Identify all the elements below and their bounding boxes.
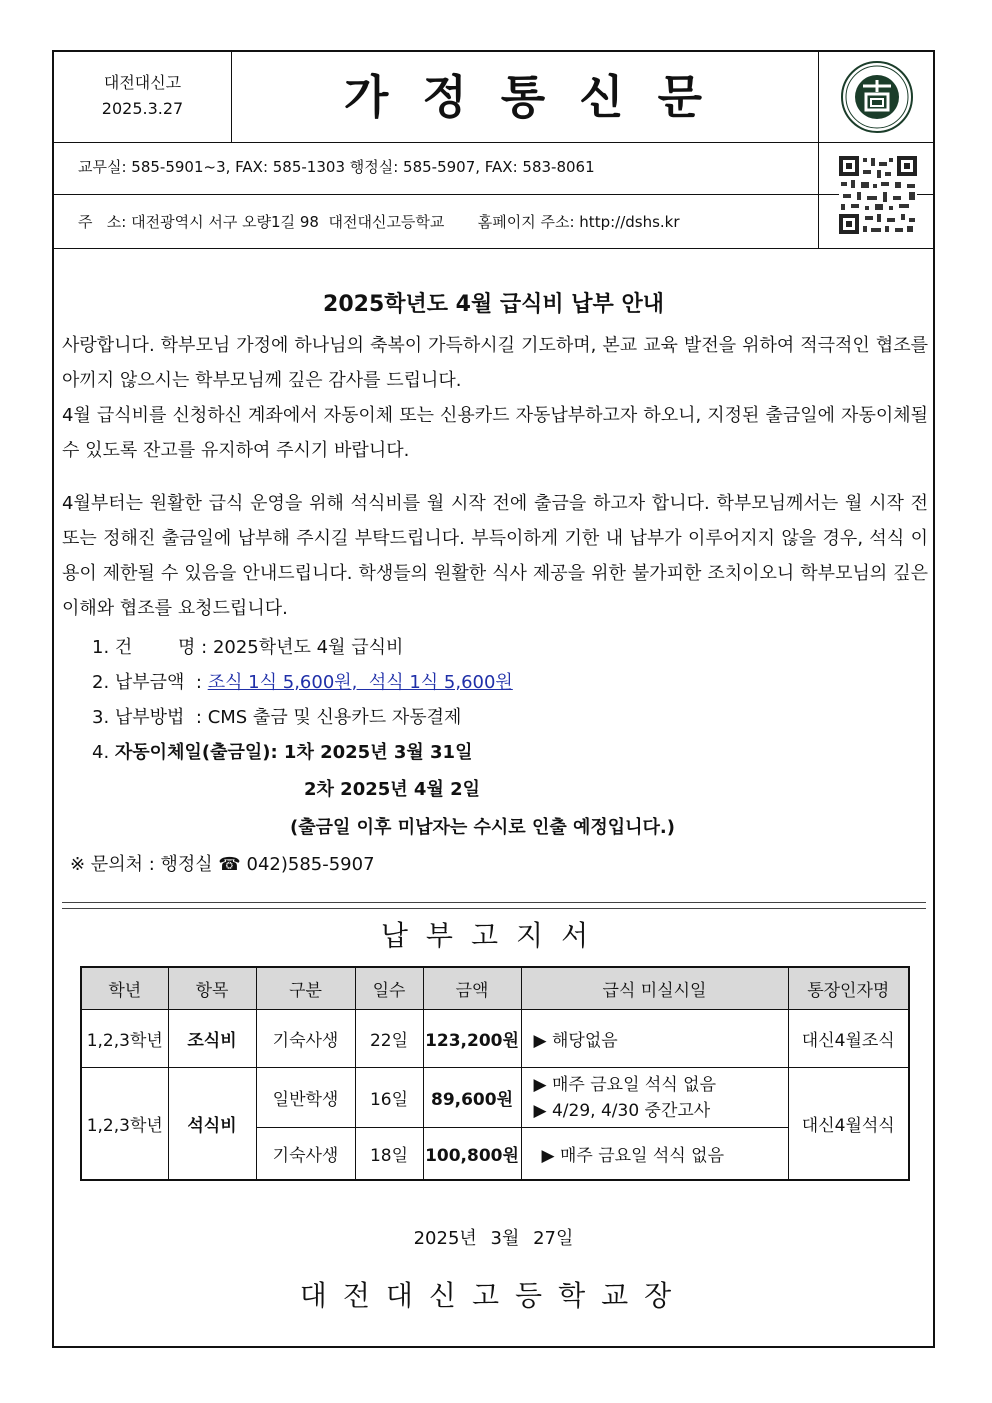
cell-type: 기숙사생 [256, 1010, 355, 1068]
off-day-line: ▶ 매주 금요일 석식 없음 [533, 1074, 716, 1095]
header-item: 항목 [168, 967, 256, 1010]
contact-line: 교무실: 585-5901~3, FAX: 585-1303 행정실: 585-5907, FAX: 583-8061 [78, 158, 595, 176]
principal-signature: 대전대신고등학교장 [299, 1279, 688, 1312]
qr-code [818, 142, 936, 248]
page-title: 가정통신문 [343, 70, 737, 124]
cell-account-name: 대신4월석식 [788, 1068, 909, 1180]
item-withdraw-date [92, 735, 472, 770]
footer-date: 2025년 3월 27일 [413, 1228, 574, 1249]
cell-off-days: ▶ 매주 금요일 석식 없음 [521, 1128, 788, 1180]
table-row [81, 1068, 909, 1128]
header-days: 일수 [355, 967, 423, 1010]
cell-off-days [521, 1068, 788, 1128]
cell-grade: 1,2,3학년 [81, 1010, 168, 1068]
item-amount [92, 665, 513, 700]
header-off-days: 급식 미실시일 [521, 967, 788, 1010]
item-method-value: CMS 출금 및 신용카드 자동결제 [207, 707, 462, 728]
cell-grade: 1,2,3학년 [81, 1068, 168, 1180]
inquiry-line: ※ 문의처 : 행정실 ☎ 042)585-5907 [70, 854, 375, 875]
cell-type: 기숙사생 [256, 1128, 355, 1180]
cell-days: 18일 [355, 1128, 423, 1180]
cell-amount: 89,600원 [423, 1068, 521, 1128]
cell-amount: 100,800원 [423, 1128, 521, 1180]
item-amount-label: 2. 납부금액 : [92, 672, 208, 693]
off-day-line: ▶ 4/29, 4/30 중간고사 [533, 1100, 711, 1121]
header-type: 구분 [256, 967, 355, 1010]
address-row [54, 194, 933, 249]
header-info [54, 52, 232, 142]
header-grade: 학년 [81, 967, 168, 1010]
double-divider [62, 902, 926, 909]
item-withdraw-note: (출금일 이후 미납자는 수시로 인출 예정입니다.) [290, 817, 675, 838]
cell-item: 조식비 [168, 1010, 256, 1068]
school-logo [818, 52, 936, 142]
header-amount: 금액 [423, 967, 521, 1010]
paragraph-dinner: 4월부터는 원활한 급식 운영을 위해 석식비를 월 시작 전에 출금을 하고자 합니다. 학부모님께서는 월 시작 전 또는 정해진 출금일에 납부해 주시길 부탁드립니다. 부득이하게 기한 내 납부가 이루어지지 않을 경우, 석식 이용이 제한될 수 있음을 안내드립니다. 학생들의 원활한 식사 제공을 위한 불가피한 조치이오니 학부모님의 깊은 이해와 협조를 요청드립니다. [62, 493, 928, 619]
item-withdraw-first: 자동이체일(출금일): 1차 2025년 3월 31일 [114, 742, 473, 763]
bill-table [80, 966, 910, 1181]
bill-title: 납부고지서 [380, 919, 607, 952]
item-name-label: 1. 건 명 : [92, 637, 213, 658]
cell-days: 16일 [355, 1068, 423, 1128]
item-amount-value: 조식 1식 5,600원, 석식 1식 5,600원 [207, 672, 513, 693]
item-name-value: 2025학년도 4월 급식비 [212, 637, 404, 658]
cell-off-days: ▶ 해당없음 [521, 1010, 788, 1068]
item-withdraw-second: 2차 2025년 4월 2일 [304, 779, 481, 800]
cell-account-name: 대신4월조식 [788, 1010, 909, 1068]
item-method [92, 700, 461, 735]
table-header-row [81, 967, 909, 1010]
address-line: 주 소: 대전광역시 서구 오량1길 98 대전대신고등학교 홈페이지 주소: http://dshs.kr [78, 213, 680, 231]
item-method-label: 3. 납부방법 : [92, 707, 208, 728]
item-name [92, 630, 403, 665]
cell-item: 석식비 [168, 1068, 256, 1180]
cell-type: 일반학생 [256, 1068, 355, 1128]
item-withdraw-label: 4. [92, 742, 115, 763]
paragraph-autopay: 4월 급식비를 신청하신 계좌에서 자동이체 또는 신용카드 자동납부하고자 하오니, 지정된 출금일에 자동이체될 수 있도록 잔고를 유지하여 주시기 바랍니다. [62, 405, 928, 461]
cell-amount: 123,200원 [423, 1010, 521, 1068]
contact-row [54, 142, 933, 195]
header-account-name: 통장인자명 [788, 967, 909, 1010]
header-row [54, 52, 933, 143]
paragraph-greeting: 사랑합니다. 학부모님 가정에 하나님의 축복이 가득하시길 기도하며, 본교 교육 발전을 위하여 적극적인 협조를 아끼지 않으시는 학부모님께 깊은 감사를 드립니다. [62, 335, 928, 391]
school-short: 대전대신고 [103, 73, 182, 92]
notice-title: 2025학년도 4월 급식비 납부 안내 [323, 292, 664, 317]
table-row [81, 1010, 909, 1068]
document-frame [52, 50, 935, 1348]
issue-date: 2025.3.27 [101, 99, 184, 118]
cell-days: 22일 [355, 1010, 423, 1068]
